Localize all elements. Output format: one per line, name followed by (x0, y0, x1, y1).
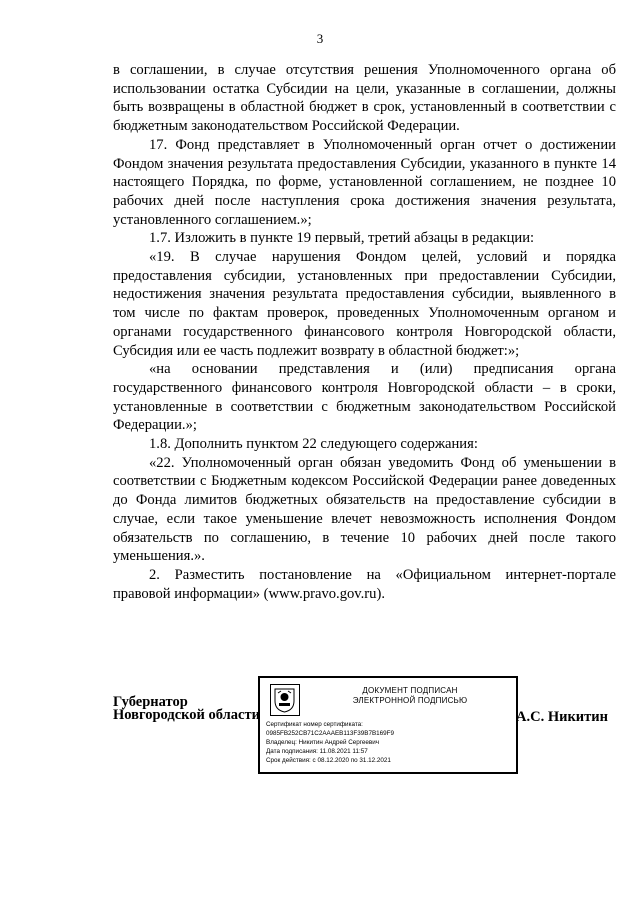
signatory-title-line1: Губернатор (113, 694, 188, 710)
paragraph-6: 1.8. Дополнить пунктом 22 следующего содержания: (149, 436, 478, 453)
stamp-heading (310, 686, 510, 706)
coat-of-arms-icon (270, 684, 300, 716)
signatory-title-line2: Новгородской области (113, 707, 260, 723)
paragraph-2: 17. Фонд представляет в Уполномоченный орган отчет о достижении Фондом значения результата предоставления Субсидии, указанного в пункте 14 настоящего Порядка, по форме, установленной соглашением, не позднее 10 рабочих дней после наступления срока достижения значения результата, установленного соглашением.»; (113, 136, 616, 228)
signatory-name: А.С. Никитин (516, 709, 608, 725)
electronic-signature-stamp (258, 676, 518, 774)
stamp-cert-number: 0985FB252CB71C2AAAEB113F39B7B169F9 (266, 730, 395, 737)
paragraph-3: 1.7. Изложить в пункте 19 первый, третий абзацы в редакции: (149, 230, 535, 247)
signatory-title (113, 696, 260, 722)
stamp-owner: Владелец: Никитин Андрей Сергеевич (266, 739, 380, 746)
signature-block (113, 676, 633, 776)
stamp-signed-date: Дата подписания: 11.08.2021 11:57 (266, 748, 368, 755)
stamp-heading-line1: ДОКУМЕНТ ПОДПИСАН (362, 686, 458, 695)
stamp-cert-label: Сертификат номер сертификата: (266, 721, 363, 728)
document-body (113, 61, 616, 603)
paragraph-4: «19. В случае нарушения Фондом целей, условий и порядка предоставления субсидии, установленных при предоставлении Субсидии, недостижения значения результата предоставления субсидии, выявленного в том числе по фактам проверок, проведенных Уполномоченным органом и органами государственного финансового контроля Новгородской области, Субсидия или ее часть подлежит возврату в областной бюджет:»; (113, 249, 616, 359)
stamp-heading-line2: ЭЛЕКТРОННОЙ ПОДПИСЬЮ (352, 696, 468, 705)
stamp-details (266, 720, 516, 765)
paragraph-8: 2. Разместить постановление на «Официальном интернет-портале правовой информации» (www.pravo.gov.ru). (113, 566, 616, 602)
paragraph-7: «22. Уполномоченный орган обязан уведомить Фонд об уменьшении в соответствии с Бюджетным кодексом Российской Федерации ранее доведенных до Фонда лимитов бюджетных обязательств на предоставление субсидии в случае, если такое уменьшение влечет невозможность исполнения Фондом обязательств по соглашению, в течение 10 рабочих дней после такого уменьшения.». (113, 454, 616, 565)
paragraph-5: «на основании представления и (или) предписания органа государственного финансового контроля Новгородской области – в сроки, установленные в соответствии с бюджетным законодательством Российской Федерации.»; (113, 361, 616, 434)
paragraph-1: в соглашении, в случае отсутствия решения Уполномоченного органа об использовании остатка Субсидии на цели, указанные в соглашении, должны быть возвращены в областной бюджет в срок, установленный в соответствии с бюджетным законодательством Российской Федерации. (113, 62, 616, 135)
page-number: 3 (316, 31, 324, 46)
stamp-validity: Срок действия: с 08.12.2020 по 31.12.2021 (266, 757, 391, 764)
